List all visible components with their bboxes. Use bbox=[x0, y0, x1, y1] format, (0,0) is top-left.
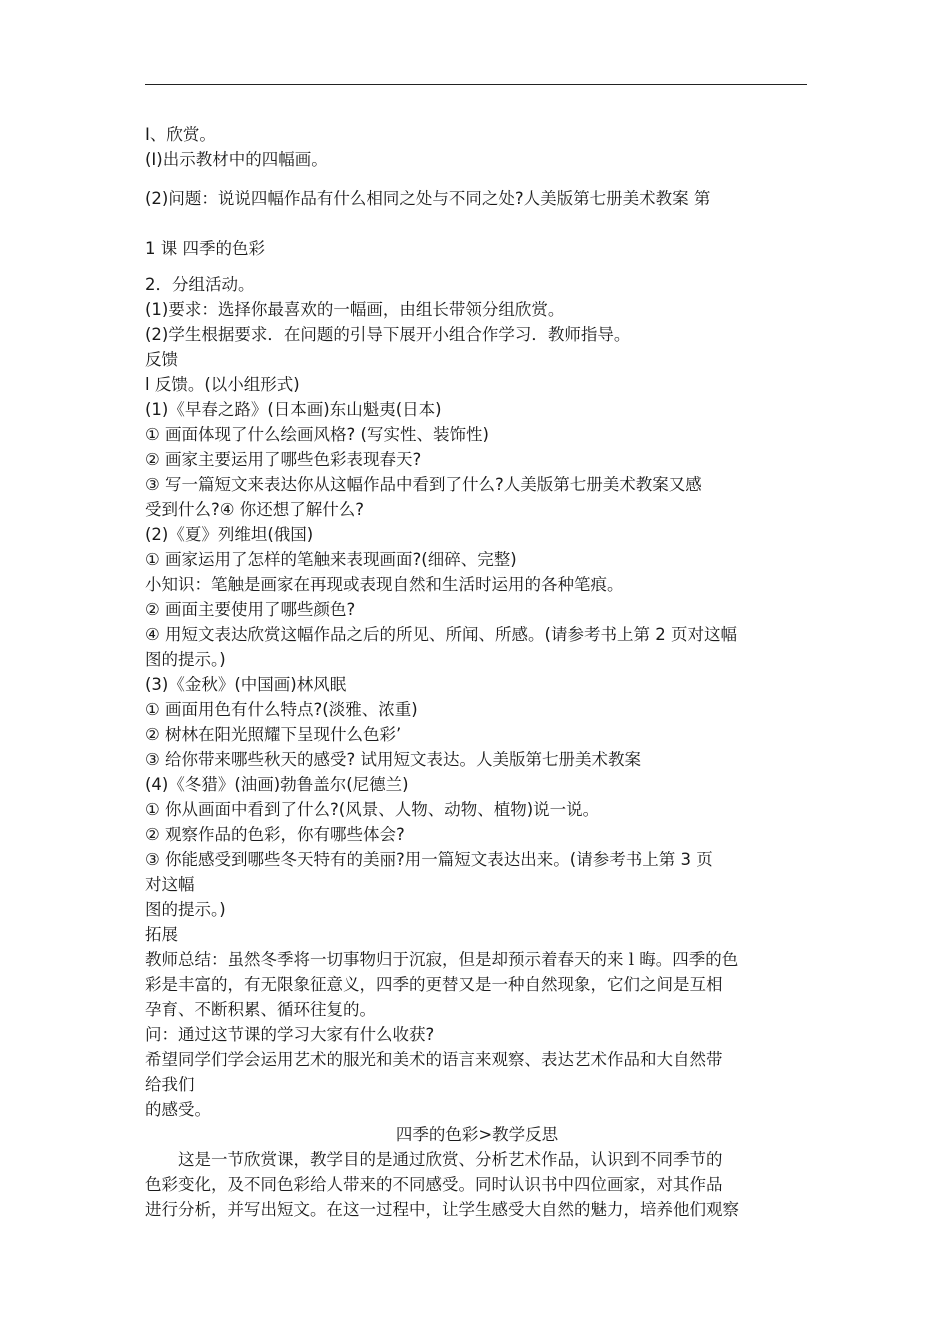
text-line: ② 画家主要运用了哪些色彩表现春天? bbox=[145, 450, 422, 469]
text-line: (3)《金秋》(中国画)林风眠 bbox=[145, 675, 347, 694]
text-line: ① 你从画面中看到了什么?(风景、人物、动物、植物)说一说。 bbox=[145, 800, 600, 819]
text-line: 拓展 bbox=[145, 925, 178, 944]
text-line: ② 画面主要使用了哪些颜色? bbox=[145, 600, 356, 619]
text-line: ① 画家运用了怎样的笔触来表现画面?(细碎、完整) bbox=[145, 550, 517, 569]
text-line: I、欣赏。 bbox=[145, 125, 216, 144]
text-line: ④ 用短文表达欣赏这幅作品之后的所见、所闻、所感。(请参考书上第 2 页对这幅 bbox=[145, 625, 737, 644]
text-line: 受到什么?④ 你还想了解什么? bbox=[145, 500, 365, 519]
text-line: 孕育、不断积累、循环往复的。 bbox=[145, 1000, 376, 1019]
text-line: (2)学生根据要求．在问题的引导下展开小组合作学习．教师指导。 bbox=[145, 325, 631, 344]
reflection-title: 四季的色彩>教学反思 bbox=[395, 1125, 559, 1144]
text-line: (1)《早春之路》(日本画)东山魁夷(日本) bbox=[145, 400, 442, 419]
text-line: 希望同学们学会运用艺术的服光和美术的语言来观察、表达艺术作品和大自然带 bbox=[145, 1050, 723, 1069]
text-line: ② 观察作品的色彩，你有哪些体会? bbox=[145, 825, 405, 844]
text-line: (4)《冬猎》(油画)勃鲁盖尔(尼德兰) bbox=[145, 775, 409, 794]
text-line: ③ 你能感受到哪些冬天特有的美丽?用一篇短文表达出来。(请参考书上第 3 页 bbox=[145, 850, 713, 869]
text-line: (2)《夏》列维坦(俄国) bbox=[145, 525, 314, 544]
text-line: 问：通过这节课的学习大家有什么收获? bbox=[145, 1025, 435, 1044]
text-line: 教师总结：虽然冬季将一切事物归于沉寂，但是却预示着春天的来 l 晦。四季的色 bbox=[145, 950, 739, 969]
reflection-line: 色彩变化，及不同色彩给人带来的不同感受。同时认识书中四位画家，对其作品 bbox=[145, 1175, 723, 1194]
text-line: 给我们 bbox=[145, 1075, 195, 1094]
text-line: 图的提示。) bbox=[145, 650, 226, 669]
text-line: 小知识：笔触是画家在再现或表现自然和生活时运用的各种笔痕。 bbox=[145, 575, 624, 594]
text-line: ① 画面体现了什么绘画风格? (写实性、装饰性) bbox=[145, 425, 489, 444]
header-rule bbox=[145, 84, 807, 85]
text-line: 反馈 bbox=[145, 350, 178, 369]
text-line: (I)出示教材中的四幅画。 bbox=[145, 150, 328, 169]
text-line: 2．分组活动。 bbox=[145, 275, 255, 294]
text-line: 彩是丰富的，有无限象征意义，四季的更替又是一种自然现象，它们之间是互相 bbox=[145, 975, 723, 994]
reflection-line: 进行分析，并写出短文。在这一过程中，让学生感受大自然的魅力，培养他们观察 bbox=[145, 1200, 739, 1219]
text-line: 的感受。 bbox=[145, 1100, 211, 1119]
text-line: ③ 给你带来哪些秋天的感受? 试用短文表达。人美版第七册美术教案 bbox=[145, 750, 642, 769]
reflection-line: 这是一节欣赏课，教学目的是通过欣赏、分析艺术作品，认识到不同季节的 bbox=[178, 1150, 723, 1169]
text-line: ② 树林在阳光照耀下呈现什么色彩’ bbox=[145, 725, 402, 744]
text-line: 对这幅 bbox=[145, 875, 195, 894]
text-line: (2)问题：说说四幅作品有什么相同之处与不同之处?人美版第七册美术教案 第 bbox=[145, 189, 711, 208]
text-line: 1 课 四季的色彩 bbox=[145, 239, 265, 258]
text-line: ① 画面用色有什么特点?(淡雅、浓重) bbox=[145, 700, 418, 719]
text-line: ③ 写一篇短文来表达你从这幅作品中看到了什么?人美版第七册美术教案又感 bbox=[145, 475, 702, 494]
text-line: l 反馈。(以小组形式) bbox=[145, 375, 300, 394]
text-line: (1)要求：选择你最喜欢的一幅画，由组长带领分组欣赏。 bbox=[145, 300, 565, 319]
text-line: 图的提示。) bbox=[145, 900, 226, 919]
